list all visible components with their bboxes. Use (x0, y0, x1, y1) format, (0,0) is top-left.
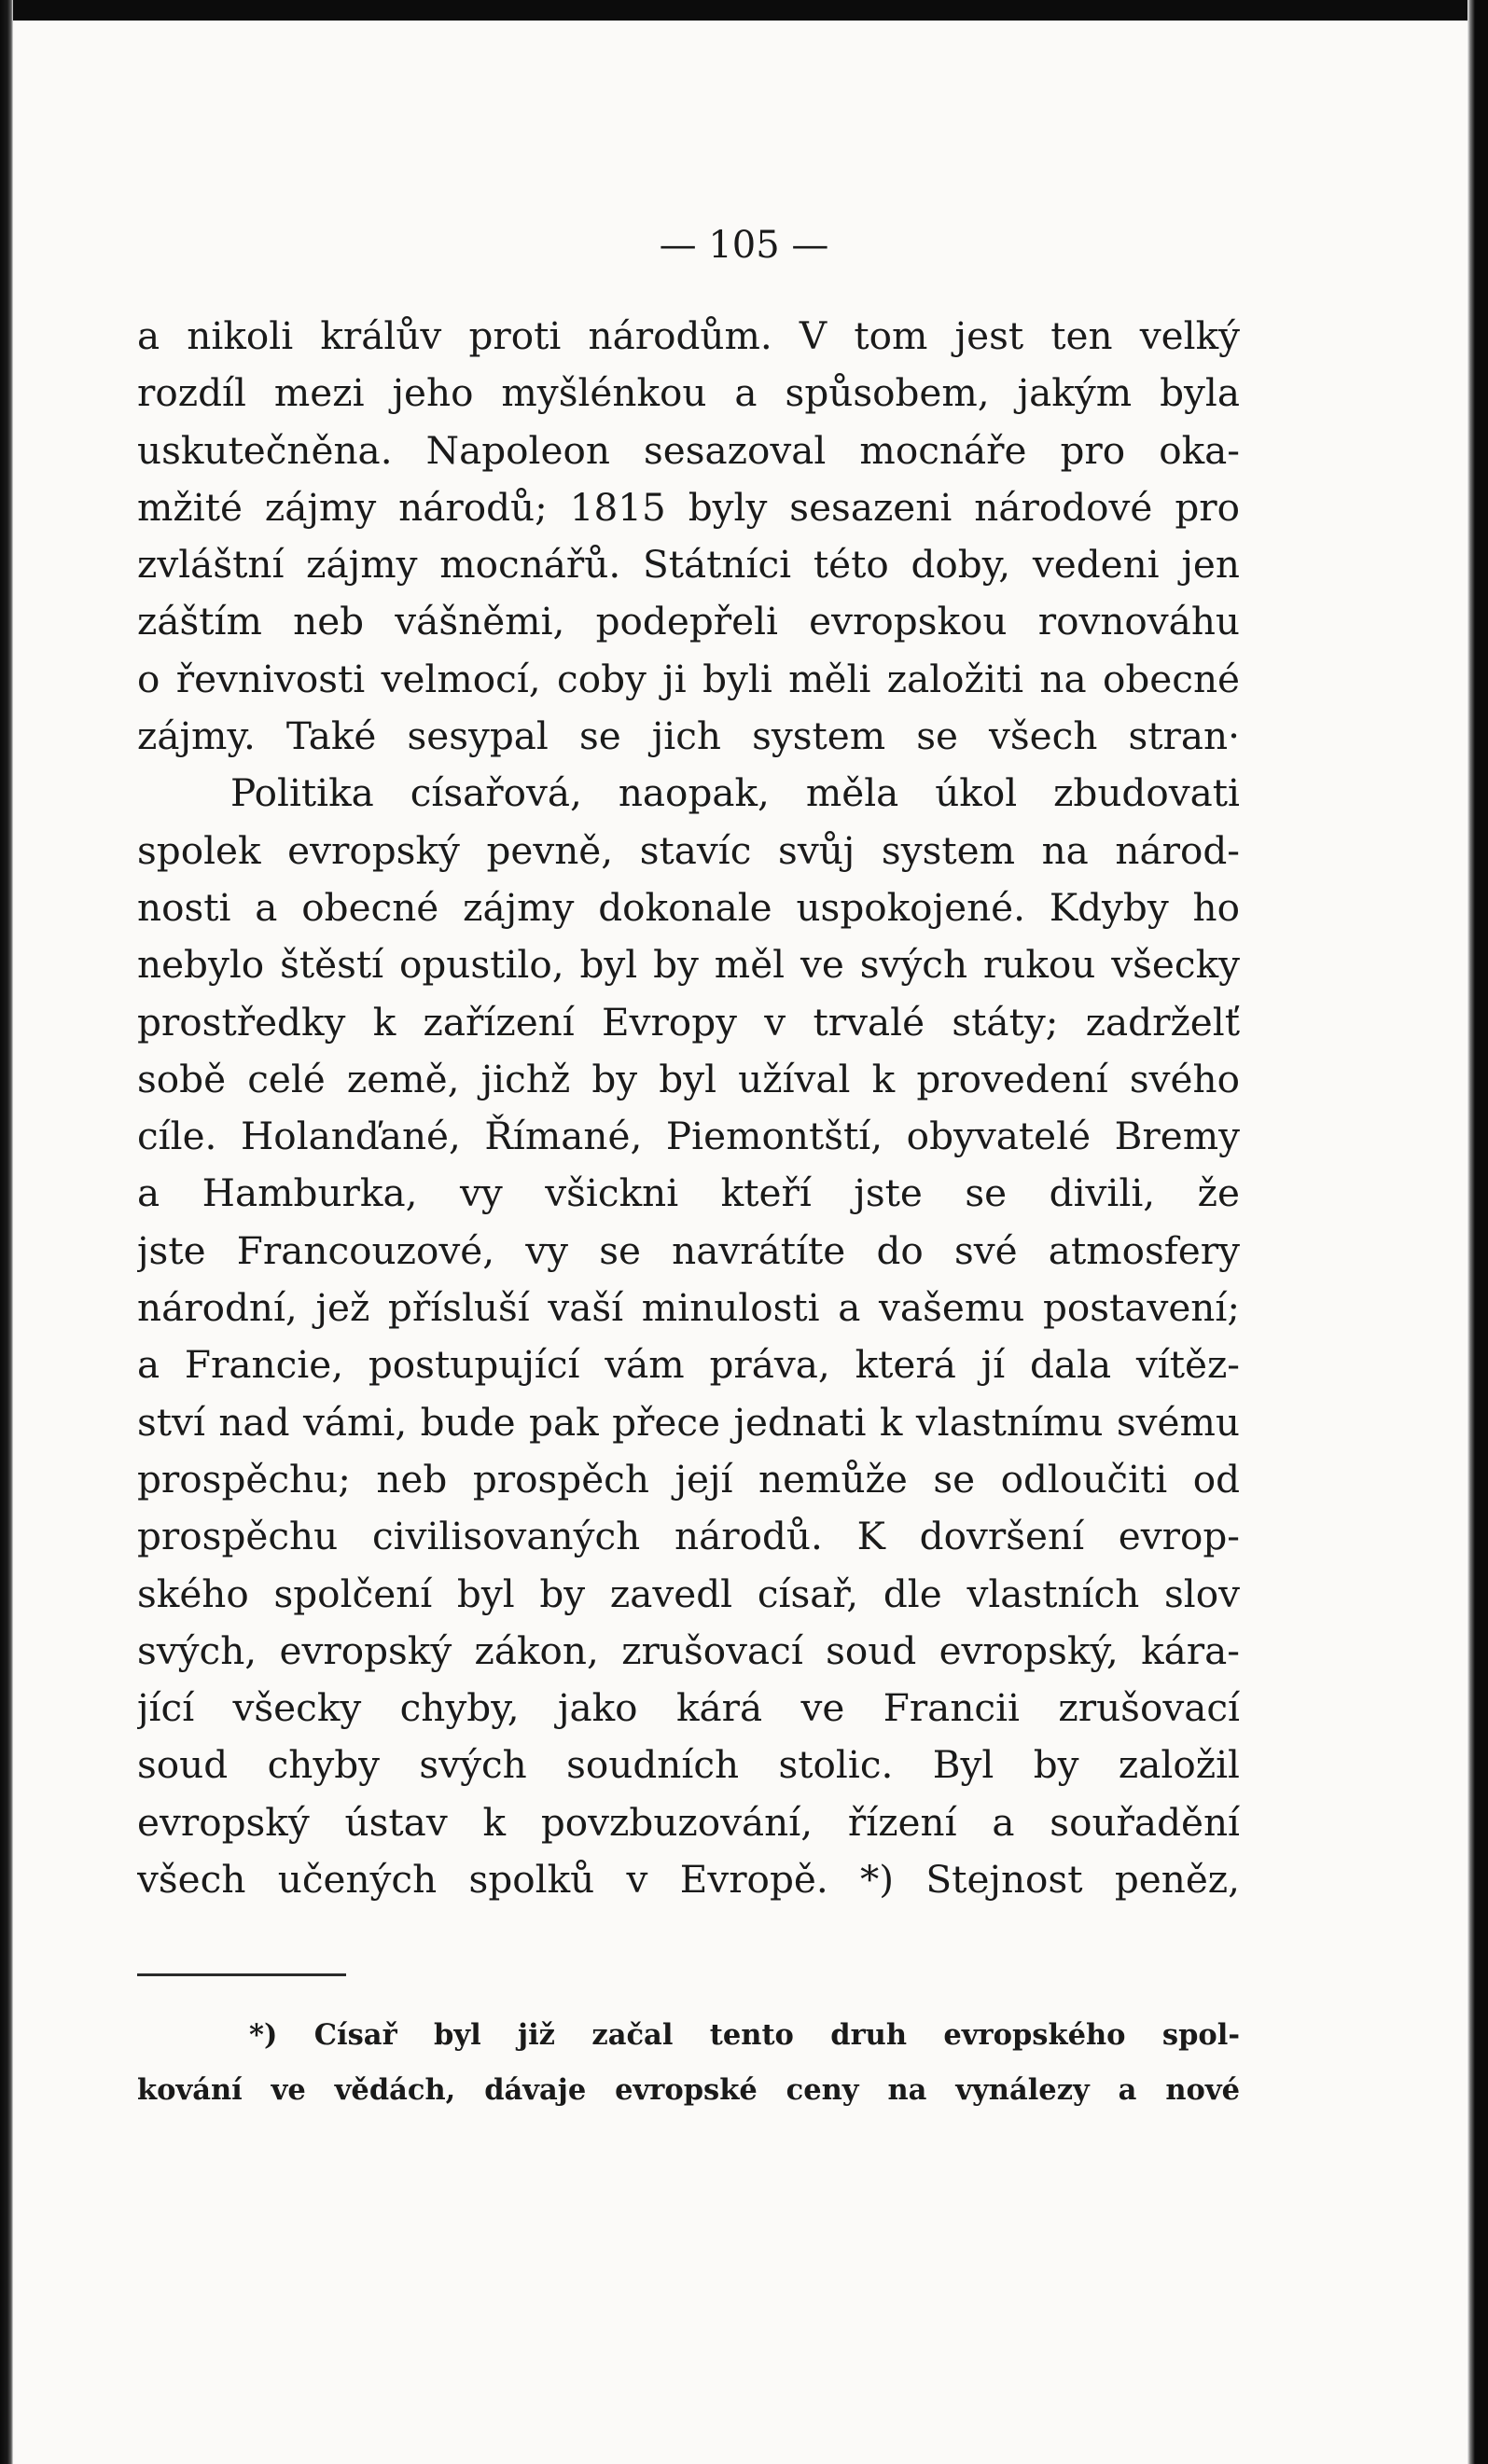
page-number: — 105 — (659, 224, 829, 267)
text-line: svých, evropský zákon, zrušovací soud evropský, kára- (137, 1627, 1240, 1673)
scan-right-border (1467, 0, 1488, 2464)
footnote-line: *) Císař byl již začal tento druh evropského spol- (249, 2018, 1240, 2052)
text-line: a Francie, postupující vám práva, která jí dala vítěz- (137, 1342, 1240, 1388)
text-line: cíle. Holanďané, Římané, Piemontští, obyvatelé Bremy (137, 1114, 1240, 1159)
text-line: rozdíl mezi jeho myšlénkou a spůsobem, jakým byla (137, 370, 1240, 416)
text-line: jící všecky chyby, jako kárá ve Francii zrušovací (137, 1685, 1240, 1731)
body-text (137, 308, 1240, 1908)
text-line: národní, jež přísluší vaší minulosti a vašemu postavení; (137, 1285, 1240, 1331)
footnote-divider (137, 1973, 346, 1976)
footnote (137, 2008, 1240, 2118)
scan-top-border (0, 0, 1488, 21)
text-line: ského spolčení byl by zavedl císař, dle vlastních slov (137, 1571, 1240, 1616)
text-line: jste Francouzové, vy se navrátíte do své atmosfery (137, 1227, 1240, 1273)
text-line: sobě celé země, jichž by byl užíval k provedení svého (137, 1056, 1240, 1101)
footnote-line: kování ve vědách, dávaje evropské ceny na vynálezy a nové (137, 2073, 1240, 2107)
text-line: soud chyby svých soudních stolic. Byl by založil (137, 1742, 1240, 1788)
text-line: zvláštní zájmy mocnářů. Státníci této doby, vedeni jen (137, 542, 1240, 588)
text-line-paragraph-start: Politika císařová, naopak, měla úkol zbudovati (230, 770, 1240, 816)
text-line: a Hamburka, vy všickni kteří jste se divili, že (137, 1170, 1240, 1216)
text-line: uskutečněna. Napoleon sesazoval mocnáře pro oka- (137, 427, 1240, 473)
text-line: spolek evropský pevně, stavíc svůj system na národ- (137, 827, 1240, 873)
text-line: prostředky k zařízení Evropy v trvalé státy; zadrželť (137, 999, 1240, 1045)
text-line: o řevnivosti velmocí, coby ji byli měli založiti na obecné (137, 656, 1240, 701)
text-line: všech učených spolků v Evropě. *) Stejnost peněz, (137, 1857, 1240, 1903)
text-line: nebylo štěstí opustilo, byl by měl ve svých rukou všecky (137, 942, 1240, 988)
text-line: nosti a obecné zájmy dokonale uspokojené. Kdyby ho (137, 884, 1240, 930)
text-line: zájmy. Také sesypal se jich system se všech stran· (137, 713, 1240, 759)
text-line: záštím neb vášněmi, podepřeli evropskou rovnováhu (137, 599, 1240, 644)
text-line: a nikoli králův proti národům. V tom jest ten velký (137, 313, 1240, 358)
text-line: evropský ústav k povzbuzování, řízení a souřadění (137, 1799, 1240, 1845)
text-line: mžité zájmy národů; 1815 byly sesazeni národové pro (137, 484, 1240, 530)
text-line: ství nad vámi, bude pak přece jednati k vlastnímu svému (137, 1399, 1240, 1445)
text-line: prospěchu; neb prospěch její nemůže se odloučiti od (137, 1456, 1240, 1502)
scan-left-border (0, 0, 13, 2464)
text-line: prospěchu civilisovaných národů. K dovršení evrop- (137, 1514, 1240, 1559)
